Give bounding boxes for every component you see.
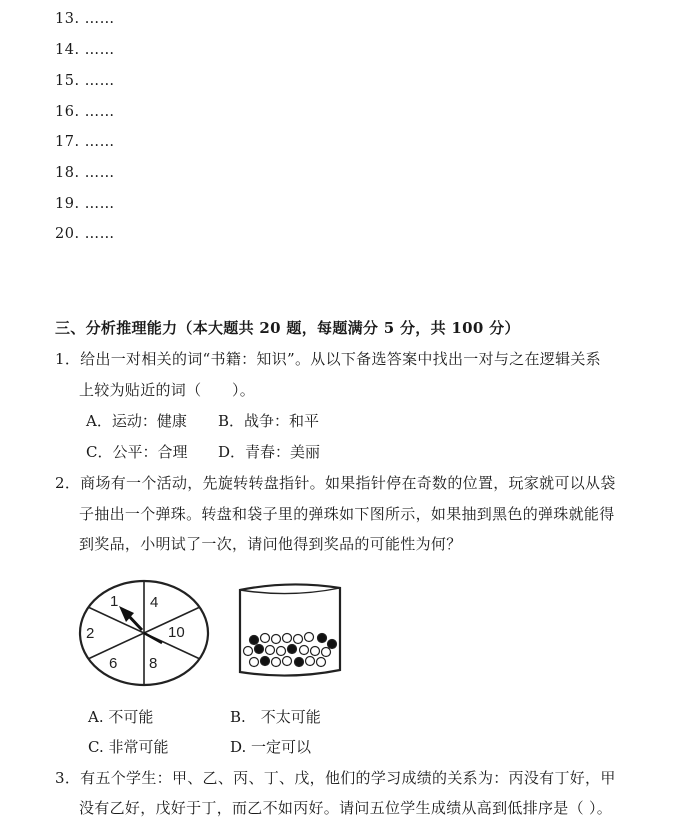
spinner-figure xyxy=(74,580,214,690)
q2-line-2: 子抽出一个弹珠。转盘和袋子里的弹珠如下图所示，如果抽到黑色的弹珠就能得 xyxy=(79,505,615,523)
q3-line-2: 没有乙好，戊好于丁，而乙不如丙好。请问五位学生成绩从高到低排序是（ ）。 xyxy=(79,799,613,817)
list-item-16: 16. …… xyxy=(55,104,115,120)
list-item-15: 15. …… xyxy=(55,73,115,89)
spinner-number-4: 4 xyxy=(150,594,159,611)
q3-line-1: 3．有五个学生：甲、乙、丙、丁、戊，他们的学习成绩的关系为：丙没有丁好，甲 xyxy=(55,769,616,787)
q2-option-b: B. 不太可能 xyxy=(230,708,321,726)
q2-option-a: A. 不可能 xyxy=(88,708,154,726)
q2-line-1: 2．商场有一个活动，先旋转转盘指针。如果指针停在奇数的位置，玩家就可以从袋 xyxy=(55,474,616,492)
q2-option-c: C. 非常可能 xyxy=(88,738,169,756)
q2-line-3: 到奖品，小明试了一次，请问他得到奖品的可能性为何？ xyxy=(79,535,462,553)
q1-option-c: C．公平：合理 xyxy=(86,443,188,461)
q2-option-d: D. 一定可以 xyxy=(230,738,312,756)
q1-option-a: A．运动：健康 xyxy=(86,412,187,430)
list-item-19: 19. …… xyxy=(55,196,115,212)
list-item-17: 17. …… xyxy=(55,134,115,150)
spinner-number-6: 6 xyxy=(109,655,118,672)
spinner-number-1: 1 xyxy=(110,593,119,610)
list-item-13: 13. …… xyxy=(55,11,115,27)
list-item-14: 14. …… xyxy=(55,42,115,58)
marble-bag-figure xyxy=(234,582,346,682)
q1-line-2: 上较为贴近的词（ ）。 xyxy=(79,381,256,399)
spinner-number-2: 2 xyxy=(86,625,95,642)
q1-option-b: B．战争：和平 xyxy=(218,412,320,430)
spinner-number-10: 10 xyxy=(168,624,185,641)
spinner-number-8: 8 xyxy=(149,655,158,672)
list-item-18: 18. …… xyxy=(55,165,115,181)
q1-line-1: 1．给出一对相关的词“书籍：知识”。从以下备选答案中找出一对与之在逻辑关系 xyxy=(55,350,601,368)
q1-option-d: D．青春：美丽 xyxy=(218,443,321,461)
list-item-20: 20. …… xyxy=(55,226,115,242)
section-heading: 三、分析推理能力（本大题共 20 题，每题满分 5 分，共 100 分） xyxy=(55,319,520,337)
